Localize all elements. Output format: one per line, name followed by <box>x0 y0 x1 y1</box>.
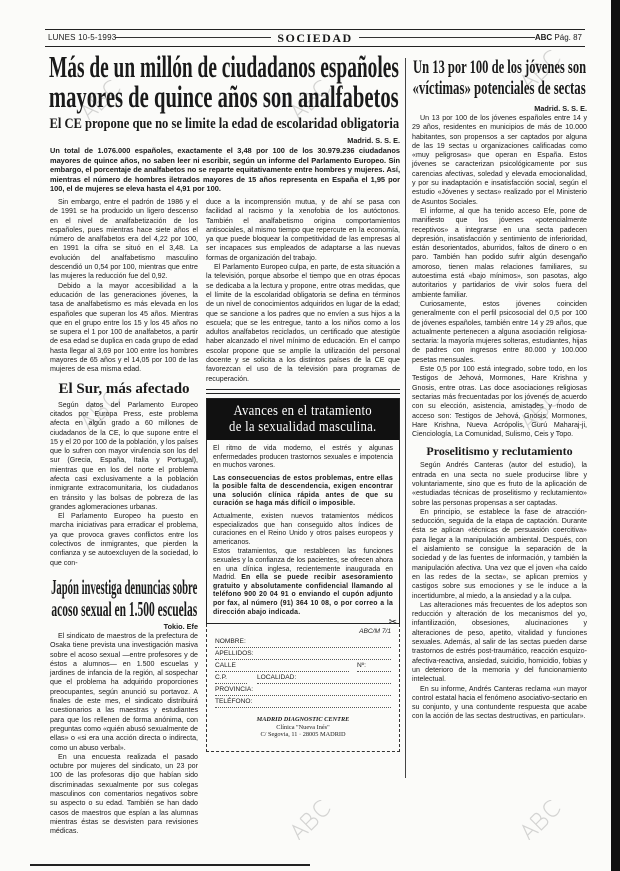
scissors-icon: ✂ <box>388 617 397 629</box>
ad-contact: En ella se puede recibir asesoramiento gratuito y absolutamente confidencial llamando al teléfono 900 20 04 91 o enviando el cupón adjunto por fax, al número (91) 364 10 08, o por correo a la dirección abajo indicada. <box>213 574 393 616</box>
ad-text: Estos tratamientos, que restablecen las funciones sexuales y la confianza de los pacientes, se ofrecen ahora en una clínica inglesa, recientemente inaugurada en Madrid. <box>213 548 393 582</box>
rule <box>206 389 400 390</box>
street-field[interactable]: CALLE <box>215 662 349 672</box>
japan-headline: Japón investiga denuncias sobre acoso sexual en 1.500 escuelas <box>50 574 198 621</box>
name-field[interactable]: NOMBRE: <box>215 638 391 648</box>
sects-article <box>412 58 587 722</box>
ad-title: Avances en el tratamiento de la sexualidad masculina. <box>207 399 399 440</box>
ad-text-bold: Las consecuencias de estos problemas, entre ellas la posible falta de descendencia, exigen encontrar una solución clínica rápida antes de que su curación se haga más difícil o imposible. <box>213 474 393 508</box>
province-field[interactable]: PROVINCIA: <box>215 686 391 696</box>
sects-headline: Un 13 por 100 de los jóvenes son «víctimas» potenciales de sectas <box>412 58 587 99</box>
bottom-rule <box>30 864 310 866</box>
main-article-column-1: Sin embargo, entre el padrón de 1986 y el de 1991 se ha producido un ligero descenso en el nivel de analfabetización de los españoles, pues mientras hace siete años el número de analfabetos era del 4,22 por 100, en 1991 la cifra se situó en el 3,48. La evolución del analfabetismo masculino descendió un 0,54 por 100, mientras que entre las mujeres la reducción fue del 0,92. Debido a la mayor accesibilidad a la educación de las generaciones jóvenes, la tasa de analfabetismo es más elevada en los españoles que superan los 45 años. Mientras que en el grupo entre los 15 y los 45 años no se supera el 1 por 100 de analfabetos, a partir de esa edad se duplica en cada grupo de edad hasta llegar al 3,69 por 100 entre los hombres mayores de 65 años y el 14,05 por 100 de las mujeres de esa misma edad. El Sur, más afectado Según datos del Parlamento Europeo citados por Europa Press, este problema afecta en algún grado a 60 millones de ciudadanos de la CE, lo que supone entre el 15 y el 20 por 100 de la población, y los países que lo sufren con mayor virulencia son los del sur (Grecia, España, Italia y Portugal), mientras que en los del norte el problema afecta casi exclusivamente a la población inmigrante extracomunitaria, los ciudadanos en tránsito y las bolsas de pobreza de las grandes aglomeraciones urbanas. El Parlamento Europeo ha puesto en marcha iniciativas para erradicar el problema, ya que provoca graves conflictos entre los colectivos de inmigrantes, que pierden la confianza y se autoexcluyen de la sociedad, lo que con- <box>50 197 198 567</box>
main-subheadline: El CE propone que no se limite la edad de escolaridad obligatoria <box>49 116 399 132</box>
ad-text: Actualmente, existen nuevos tratamientos médicos especializados que han conseguido altos índices de curaciones en el Reino Unido y otros países europeos y americanos. <box>213 513 393 546</box>
main-article <box>50 136 400 836</box>
ad-text: El ritmo de vida moderno, el estrés y algunas enfermedades producen trastornos sexuales e impotencia en muchos varones. <box>213 444 393 470</box>
surnames-field[interactable]: APELLIDOS: <box>215 650 391 660</box>
number-field[interactable]: Nº: <box>357 662 391 672</box>
page-number: ABC Pág. 87 <box>534 33 582 42</box>
japan-byline: Tokio. Efe <box>163 621 198 631</box>
main-byline: Madrid. S. S. E. <box>347 136 400 145</box>
column-divider <box>405 58 406 778</box>
coupon-code: ABC/M 7/1 <box>359 628 391 636</box>
section-name: SOCIEDAD <box>45 31 585 46</box>
main-headline: Más de un millón de ciudadanos españoles mayores de quince años son analfabetos <box>49 49 399 114</box>
main-lede: Un total de 1.076.000 españoles, exactamente el 3,48 por 100 de los 30.979.236 ciudadanos mayores de quince años, no saben leer ni escribir, según un informe del Parlamento Europeo. Sin embargo, el porcentaje de analfabetos no se reparte equitativamente entre hombres y mujeres. Así, mientras el número de hombres iletrados mayores de 15 años representa en España el 1,95 por 100, el de mujeres se eleva hasta el 4,91 por 100. <box>50 146 400 194</box>
sects-article-body: Un 13 por 100 de los jóvenes españoles entre 14 y 29 años, residentes en municipios de más de 10.000 habitantes, son propensos a ser captados por alguna de las 19 sectas u organizaciones calificadas como «muy peligrosas» que operan en España. Estos jóvenes se caracterizan psicológicamente por sus carencias afectivas, soledad y elevada emocionalidad, y por su inadaptación e insatisfacción social, según el estudio «Jóvenes y sectas» realizado por el Ministerio de Asuntos Sociales. El informe, al que ha tenido acceso Efe, pone de manifiesto que los jóvenes «potencialmente receptivos» a integrarse en una secta padecen depresión, insatisfacción y sentimiento de inferioridad, están desorientados, aburridos, faltos de dinero o en paro. También han podido sufrir algún desengaño amoroso, tienen malas relaciones familiares, su autoestima está «bajo mínimos», son pasotas, algo autoritarios y partidarios de vivir solos fuera del ambiente familiar. Curiosamente, estos jóvenes coinciden generalmente con el perfil psicosocial del 0,5 por 100 de jóvenes españoles, también entre 14 y 29 años, que actualmente pertenecen a alguna asociación religiosa-sectaria: la mayoría mujeres solteras, estudiantes, hijas de padres con ingresos entre 80.000 y 100.000 pesetas mensuales. Este 0,5 por 100 está integrado, sobre todo, en los Testigos de Jehová, Mormones, Hare Krishna y Gnosis, entre otras. Las doce asociaciones religiosas sectarias más frecuentadas por los jóvenes de acuerdo con su elección, asistencia, amistades y modo de acceso son: Testigos de Jehová, Gnosis, Mormones, Hare Krishna, Nueva Acrópolis, Gurú Maharaj-ji, Cienciología, La Comunidad, Sulismo, Ceis y Topo. Proselitismo y reclutamiento Según Andrés Canteras (autor del estudio), la entrada en una secta no suele producirse libre y voluntariamente, sino que es fruto de la aplicación de «estudiadas técnicas de proselitismo y reclutamiento» sobre las personas propensas a ser captadas. En principio, se establece la fase de atracción-seducción, seguida de la etapa de captación. Durante ésta se aplican «técnicas de persuasión coercitiva» para llegar a la manipulación ambiental. Después, con el aislamiento se consigue la separación de la sociedad y de las fuentes de información, y también la manipulación afectiva. Una vez que el joven «ha caído en las redes de la secta», se aplican premios y castigos sobre sus emociones y se le induce a la incertidumbre, al miedo, a la ansiedad y a la culpa. Las alteraciones más frecuentes de los adeptos son reducción y alteración de los mecanismos del yo, infantilización, obsesiones, alucinaciones y alteraciones de peso, apetito, vitalidad y funciones sexuales. Además, al salir de las sectas pueden darse trastornos de estrés post-traumático, reacción esquizo-afectiva-reactiva, ansiedad, suicidio, homicidio, fobias y un deterioro de la memoria y del funcionamiento intelectual. En su informe, Andrés Canteras reclama «un mayor control estatal hacia el fenómeno asociativo-sectario en su conjunto, y una contundente respuesta que acabe con la acción de las sectas destructivas, en particular». <box>412 114 587 721</box>
page-header <box>45 29 585 47</box>
clinic-address: MADRID DIAGNOSTIC CENTRE Clínica "Nueva Inés" C/ Segovia, 11 · 28005 MADRID <box>256 716 350 738</box>
rule <box>206 393 400 394</box>
main-article-column-2: duce a la incomprensión mutua, y de ahí se pasa con facilidad al racismo y la xenofobia de los autóctonos. También el analfabetismo origina comportamientos antisociales, al mismo tiempo que repercute en la economía, ya que puede bloquear la competitividad de las empresas al ser incapaces sus empleados de adaptarse a las nuevas formas de organización del trabajo. El Parlamento Europeo culpa, en parte, de esta situación a la televisión, porque absorbe el tiempo que en otras épocas se dedicaba a la lectura y propone, entre otras medidas, que el límite de la escolaridad obligatoria se defina en términos de un nivel de conocimientos adquiridos en lugar de la edad; que se sancione a los padres que no envíen a sus hijos a la escuela; que se les entregue, tanto a los niños como a los adultos analfabetos reciclados, un certificado que atestigüe haber alcanzado el nivel mínimo de educación. En el campo escolar propone que se amplíe la utilización del personal docente y se solicita a los distintos países de la CE que favorezcan el uso de la televisión para programas de recuperación. <box>206 197 400 383</box>
abc-watermark <box>510 800 570 840</box>
japan-article-body: El sindicato de maestros de la prefectura de Osaka tiene prevista una investigación masiva sobre el acoso sexual —entre profesores y de éstos a alumnos— en 1.500 escuelas y jardines de infancia de la región, al sospechar que el problema ha adquirido proporciones preocupantes, según anunció su portavoz. A finales de este mes, el sindicato distribuirá cuestionarios a las maestras y estudiantes para que los rellenen de forma anónima, con preguntas como «quién abusó sexualmente de ellas» o «si era una acción directa o indirecta, como un abuso verbal». En una encuesta realizada el pasado octubre por mujeres del sindicato, un 23 por 100 de las profesoras dijo que habían sido discriminadas sexualmente por sus colegas masculinos con comentarios negativos sobre su aspecto o su edad. También se han dado casos de maestros que espían a las alumnas mientras éstas se desvisten para revisiones médicas. <box>50 631 198 836</box>
issue-date: LUNES 10-5-1993 <box>48 33 117 42</box>
section-heading: El Sur, más afectado <box>58 380 190 397</box>
sects-byline: Madrid. S. S. E. <box>534 104 587 113</box>
city-field[interactable]: LOCALIDAD: <box>257 674 391 684</box>
section-heading: Proselitismo y reclutamiento <box>426 444 573 459</box>
postal-code-field[interactable]: C.P. <box>215 674 247 684</box>
scan-border <box>611 0 620 871</box>
advertisement <box>206 398 400 624</box>
ad-coupon <box>206 617 400 752</box>
phone-field[interactable]: TELÉFONO: <box>215 698 391 708</box>
